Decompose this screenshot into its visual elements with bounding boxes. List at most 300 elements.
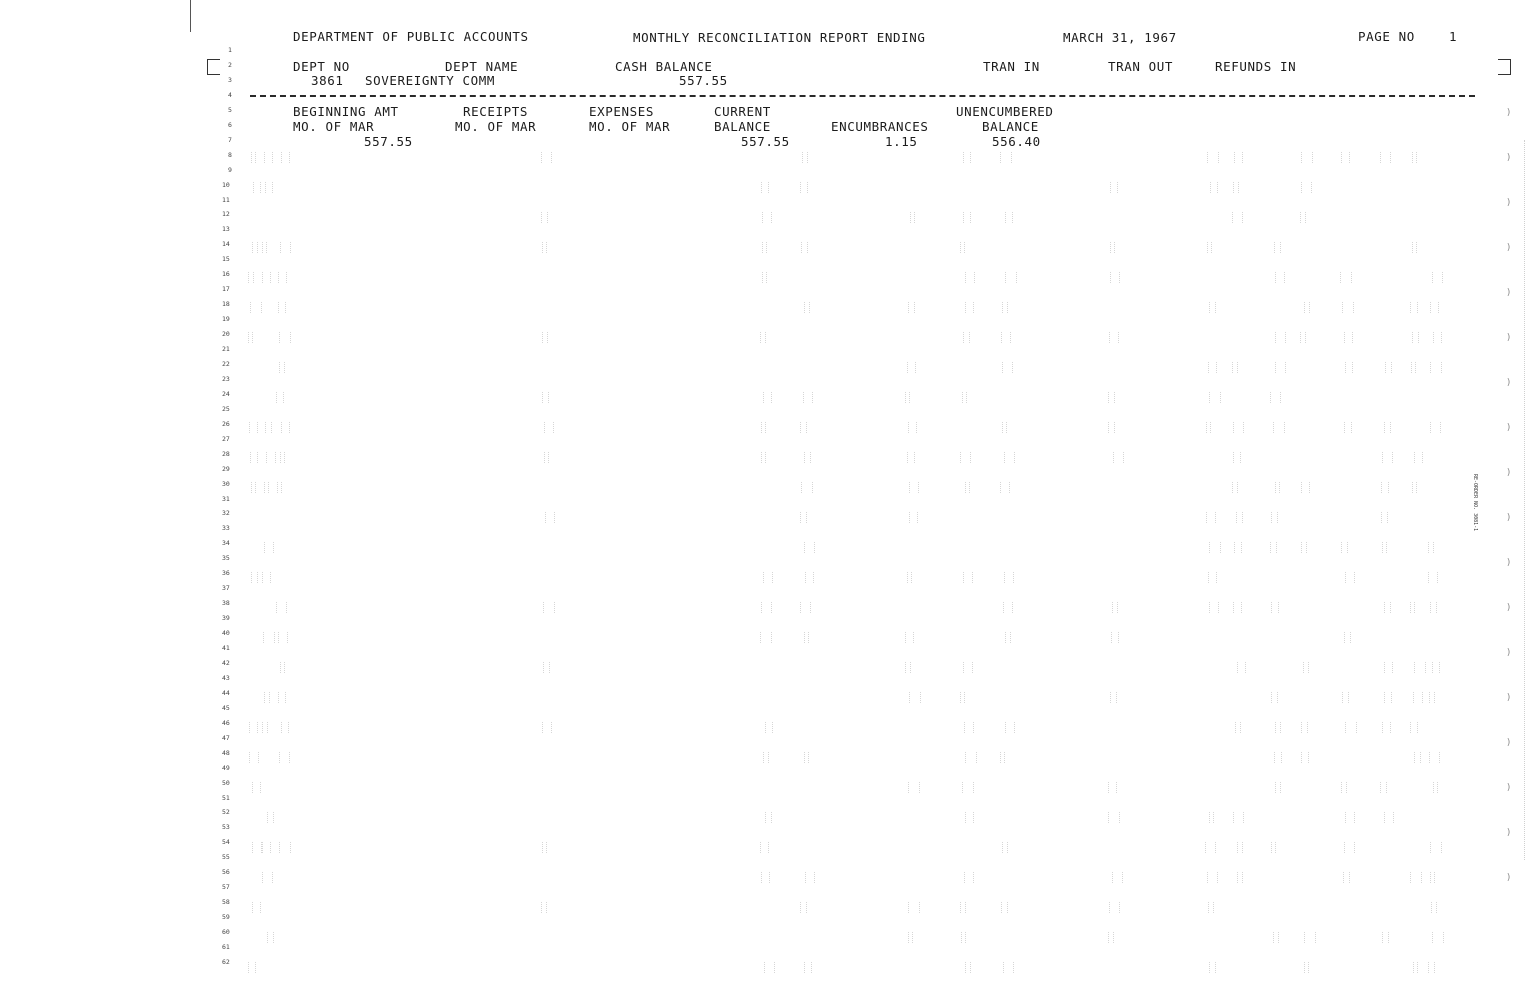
ghost-mark xyxy=(248,272,254,283)
line-number: 51 xyxy=(222,793,230,802)
ghost-mark xyxy=(264,692,270,703)
ghost-mark xyxy=(1301,722,1308,733)
line-number: 52 xyxy=(222,808,230,817)
receipts-label: RECEIPTS xyxy=(463,104,529,119)
ghost-mark xyxy=(763,752,769,763)
ghost-mark xyxy=(262,272,271,283)
ghost-mark xyxy=(1385,362,1392,373)
ghost-mark xyxy=(1300,212,1306,223)
ghost-mark xyxy=(1380,782,1387,793)
ghost-mark xyxy=(1206,422,1211,433)
encumbrances-label: ENCUMBRANCES xyxy=(831,119,929,134)
ghost-mark xyxy=(1303,662,1309,673)
ghost-mark xyxy=(1412,242,1417,253)
ghost-mark xyxy=(1108,782,1117,793)
line-number: 47 xyxy=(222,733,230,742)
ghost-mark xyxy=(265,182,273,193)
ghost-mark xyxy=(1108,392,1115,403)
line-number: 53 xyxy=(222,823,230,832)
hole-mark: ) xyxy=(1506,108,1512,118)
ghost-mark xyxy=(1003,962,1014,973)
ghost-mark xyxy=(762,242,767,253)
current-balance-value: 557.55 xyxy=(741,134,790,149)
ghost-mark xyxy=(800,902,807,913)
ghost-mark xyxy=(252,242,258,253)
line-number: 35 xyxy=(222,554,230,563)
ghost-mark xyxy=(1301,752,1309,763)
ghost-mark xyxy=(278,272,287,283)
line-number: 1 xyxy=(228,46,232,54)
ghost-mark xyxy=(1300,332,1306,343)
ghost-mark xyxy=(1110,272,1120,283)
ghost-mark xyxy=(1232,362,1238,373)
page-label: PAGE NO xyxy=(1358,29,1415,44)
line-number: 29 xyxy=(222,464,230,473)
beginning-month-label: MO. OF MAR xyxy=(293,119,375,134)
expenses-month-label: MO. OF MAR xyxy=(589,119,671,134)
ghost-mark xyxy=(800,422,807,433)
line-number: 2 xyxy=(228,60,232,69)
line-number: 50 xyxy=(222,778,230,787)
ghost-mark xyxy=(543,662,550,673)
line-number: 59 xyxy=(222,913,230,922)
ghost-mark xyxy=(1301,482,1310,493)
ghost-mark xyxy=(1205,842,1216,853)
ghost-mark xyxy=(1209,302,1216,313)
ghost-mark xyxy=(1384,602,1391,613)
ghost-mark xyxy=(804,962,812,973)
line-number: 26 xyxy=(222,419,230,428)
ghost-mark xyxy=(1345,362,1353,373)
ghost-mark xyxy=(1000,152,1012,163)
ghost-mark xyxy=(1206,512,1216,523)
ghost-mark xyxy=(1275,362,1286,373)
ghost-mark xyxy=(1273,422,1285,433)
ghost-mark xyxy=(909,692,921,703)
ghost-mark xyxy=(1345,572,1355,583)
ghost-mark xyxy=(279,752,290,763)
ghost-mark xyxy=(279,362,285,373)
dept-name-label: DEPT NAME xyxy=(445,59,519,74)
ghost-mark xyxy=(1274,752,1282,763)
ghost-mark xyxy=(1301,542,1307,553)
ghost-mark xyxy=(1428,542,1434,553)
ghost-mark xyxy=(761,872,770,883)
ghost-mark xyxy=(805,572,814,583)
ghost-mark xyxy=(1381,512,1388,523)
side-note: RE-ORDER NO. 3081-1 xyxy=(1472,474,1478,532)
ghost-mark xyxy=(1341,782,1347,793)
ghost-mark xyxy=(1413,962,1418,973)
ghost-mark xyxy=(1410,602,1415,613)
ghost-mark xyxy=(1232,482,1238,493)
ghost-mark xyxy=(1208,572,1217,583)
line-number: 16 xyxy=(222,270,230,279)
ghost-mark xyxy=(1275,272,1285,283)
hole-mark: ) xyxy=(1506,198,1512,208)
ghost-mark xyxy=(1414,752,1421,763)
ghost-mark xyxy=(963,662,973,673)
ghost-mark xyxy=(544,452,549,463)
line-number: 15 xyxy=(222,255,230,264)
ghost-mark xyxy=(1433,332,1442,343)
ghost-mark xyxy=(800,602,811,613)
ghost-mark xyxy=(1001,332,1011,343)
ghost-mark xyxy=(965,752,977,763)
ghost-mark xyxy=(1275,782,1281,793)
ghost-mark xyxy=(761,422,766,433)
line-number: 57 xyxy=(222,883,230,892)
hole-mark: ) xyxy=(1506,603,1512,613)
line-number: 48 xyxy=(222,748,230,757)
ghost-mark xyxy=(263,632,275,643)
ghost-mark xyxy=(1428,572,1438,583)
ghost-mark xyxy=(1110,242,1115,253)
ghost-mark xyxy=(278,632,288,643)
ghost-mark xyxy=(1384,812,1394,823)
line-number: 58 xyxy=(222,898,230,907)
ghost-mark xyxy=(281,152,290,163)
ghost-mark xyxy=(1001,902,1008,913)
ghost-mark xyxy=(909,482,919,493)
ghost-mark xyxy=(544,422,554,433)
ghost-mark xyxy=(962,392,967,403)
ghost-mark xyxy=(1304,302,1310,313)
line-number: 32 xyxy=(222,509,230,518)
ghost-mark xyxy=(252,842,262,853)
line-number: 61 xyxy=(222,943,230,951)
hole-mark: ) xyxy=(1506,423,1512,433)
ghost-mark xyxy=(1002,362,1013,373)
line-number: 49 xyxy=(222,763,230,772)
page-number: 1 xyxy=(1449,29,1458,44)
hole-mark: ) xyxy=(1506,873,1512,883)
tran-in-label: TRAN IN xyxy=(983,59,1040,74)
beginning-amt-value: 557.55 xyxy=(364,134,413,149)
ghost-mark xyxy=(541,152,552,163)
ghost-mark xyxy=(1382,452,1393,463)
ghost-mark xyxy=(542,722,552,733)
line-number: 12 xyxy=(222,210,230,219)
hole-mark: ) xyxy=(1506,783,1512,793)
left-form-bracket xyxy=(207,59,220,75)
ghost-mark xyxy=(1344,332,1353,343)
unencumbered-balance-value: 556.40 xyxy=(992,134,1041,149)
ghost-mark xyxy=(1005,212,1013,223)
ghost-mark xyxy=(280,662,285,673)
ghost-mark xyxy=(908,422,917,433)
ghost-mark xyxy=(963,332,970,343)
line-number: 56 xyxy=(222,868,230,877)
ghost-mark xyxy=(1233,452,1241,463)
ghost-mark xyxy=(1274,242,1281,253)
ghost-mark xyxy=(1109,332,1119,343)
line-number: 43 xyxy=(222,673,230,682)
line-number: 54 xyxy=(222,838,230,847)
ghost-mark xyxy=(965,812,974,823)
line-number: 18 xyxy=(222,300,230,309)
line-number: 40 xyxy=(222,629,230,638)
line-number: 30 xyxy=(222,479,230,488)
ghost-mark xyxy=(252,782,261,793)
line-number: 6 xyxy=(228,120,232,129)
ghost-mark xyxy=(761,182,769,193)
hole-mark: ) xyxy=(1506,243,1512,253)
ghost-mark xyxy=(541,212,548,223)
line-number: 31 xyxy=(222,494,230,503)
ghost-mark xyxy=(1343,872,1350,883)
ghost-mark xyxy=(1275,482,1280,493)
ghost-mark xyxy=(1232,212,1243,223)
line-number: 7 xyxy=(228,135,232,144)
ghost-mark xyxy=(542,332,548,343)
line-number: 55 xyxy=(222,853,230,862)
ghost-mark xyxy=(1432,662,1440,673)
ghost-mark xyxy=(1233,602,1242,613)
ghost-mark xyxy=(762,212,772,223)
hole-mark: ) xyxy=(1506,288,1512,298)
ghost-mark xyxy=(1380,152,1391,163)
ghost-mark xyxy=(963,212,971,223)
ghost-mark xyxy=(1271,692,1278,703)
encumbrances-value: 1.15 xyxy=(885,134,918,149)
ghost-mark xyxy=(248,962,256,973)
ghost-mark xyxy=(251,572,258,583)
ghost-mark xyxy=(804,632,809,643)
ghost-mark xyxy=(1109,902,1120,913)
current-balance-label: BALANCE xyxy=(714,119,771,134)
ghost-mark xyxy=(281,722,289,733)
ghost-mark xyxy=(251,152,256,163)
ghost-mark xyxy=(267,812,274,823)
ghost-mark xyxy=(1414,452,1423,463)
ghost-mark xyxy=(1429,692,1435,703)
ghost-mark xyxy=(1002,842,1008,853)
ghost-mark xyxy=(262,722,268,733)
line-number: 21 xyxy=(222,345,230,353)
ghost-mark xyxy=(762,272,767,283)
ghost-mark xyxy=(1301,152,1313,163)
line-number: 45 xyxy=(222,703,230,712)
ghost-mark xyxy=(1236,512,1243,523)
ghost-mark xyxy=(262,242,267,253)
ghost-mark xyxy=(801,242,808,253)
ghost-mark xyxy=(1235,722,1241,733)
ghost-mark xyxy=(1412,332,1419,343)
ghost-mark xyxy=(1430,872,1435,883)
ghost-mark xyxy=(1237,872,1243,883)
ghost-mark xyxy=(1412,152,1417,163)
ghost-mark xyxy=(276,392,284,403)
ghost-mark xyxy=(1005,722,1015,733)
ghost-mark xyxy=(765,722,773,733)
ghost-mark xyxy=(278,692,286,703)
expenses-label: EXPENSES xyxy=(589,104,655,119)
ghost-mark xyxy=(1273,932,1279,943)
line-number: 36 xyxy=(222,569,230,578)
ghost-mark xyxy=(760,632,772,643)
ghost-mark xyxy=(960,452,971,463)
ghost-mark xyxy=(1000,482,1010,493)
ghost-mark xyxy=(1411,362,1416,373)
ghost-mark xyxy=(279,842,291,853)
ghost-mark xyxy=(1209,602,1219,613)
ghost-mark xyxy=(908,782,920,793)
line-number: 5 xyxy=(228,105,232,114)
ghost-mark xyxy=(1108,932,1114,943)
ghost-mark xyxy=(804,452,811,463)
receipts-month-label: MO. OF MAR xyxy=(455,119,537,134)
beginning-amt-label: BEGINNING AMT xyxy=(293,104,399,119)
line-number: 14 xyxy=(222,240,230,249)
ghost-mark xyxy=(262,572,271,583)
line-number: 44 xyxy=(222,688,230,697)
ghost-mark xyxy=(262,872,273,883)
ghost-mark xyxy=(1342,302,1354,313)
ghost-mark xyxy=(1384,422,1391,433)
ghost-mark xyxy=(1412,482,1417,493)
ghost-mark xyxy=(1275,332,1286,343)
hole-mark: ) xyxy=(1506,378,1512,388)
ghost-mark xyxy=(542,242,547,253)
ghost-mark xyxy=(760,332,766,343)
ghost-mark xyxy=(545,512,555,523)
ghost-mark xyxy=(1430,842,1442,853)
line-number: 41 xyxy=(222,644,230,652)
ghost-mark xyxy=(1108,422,1115,433)
refunds-in-label: REFUNDS IN xyxy=(1215,59,1297,74)
line-number: 62 xyxy=(222,957,230,966)
margin-rule xyxy=(190,0,191,32)
ghost-mark xyxy=(278,302,286,313)
report-title: MONTHLY RECONCILIATION REPORT ENDING xyxy=(633,30,926,45)
ghost-mark xyxy=(1270,542,1277,553)
line-number: 28 xyxy=(222,449,230,458)
ghost-mark xyxy=(960,692,965,703)
ghost-mark xyxy=(1112,872,1123,883)
line-number: 37 xyxy=(222,584,230,593)
ghost-mark xyxy=(281,422,290,433)
ghost-mark xyxy=(249,422,258,433)
hole-mark: ) xyxy=(1506,738,1512,748)
ghost-mark xyxy=(1384,662,1393,673)
ghost-mark xyxy=(965,482,970,493)
ghost-mark xyxy=(1344,632,1351,643)
line-number: 27 xyxy=(222,434,230,443)
line-number: 34 xyxy=(222,539,230,548)
ghost-mark xyxy=(1271,842,1276,853)
ghost-mark xyxy=(1207,242,1212,253)
ghost-mark xyxy=(1210,182,1218,193)
ghost-mark xyxy=(907,362,916,373)
ghost-mark xyxy=(1004,572,1014,583)
ghost-mark xyxy=(1344,842,1355,853)
ghost-mark xyxy=(963,152,971,163)
ghost-mark xyxy=(1002,422,1007,433)
ghost-mark xyxy=(1430,302,1439,313)
ghost-mark xyxy=(249,722,258,733)
hole-mark: ) xyxy=(1506,828,1512,838)
ghost-mark xyxy=(962,782,974,793)
tran-out-label: TRAN OUT xyxy=(1108,59,1174,74)
ghost-mark xyxy=(1382,722,1391,733)
ghost-mark xyxy=(1111,632,1119,643)
ghost-mark xyxy=(961,932,966,943)
ghost-mark xyxy=(1271,512,1278,523)
ghost-mark xyxy=(280,242,291,253)
line-number: 25 xyxy=(222,404,230,413)
ghost-mark xyxy=(908,932,913,943)
ghost-mark xyxy=(905,632,914,643)
ghost-mark xyxy=(963,572,973,583)
ghost-mark xyxy=(965,302,974,313)
ghost-mark xyxy=(804,302,810,313)
ghost-mark xyxy=(1382,542,1387,553)
line-number: 20 xyxy=(222,330,230,339)
ghost-mark xyxy=(804,542,815,553)
ghost-mark xyxy=(1237,662,1246,673)
ghost-mark xyxy=(1414,662,1426,673)
ghost-mark xyxy=(1234,542,1242,553)
ghost-mark xyxy=(264,152,273,163)
ghost-mark xyxy=(908,902,920,913)
ghost-mark xyxy=(1110,182,1118,193)
hole-mark: ) xyxy=(1506,558,1512,568)
right-form-bracket xyxy=(1498,59,1511,75)
ghost-mark xyxy=(765,812,772,823)
line-number: 60 xyxy=(222,928,230,937)
ghost-mark xyxy=(1342,692,1349,703)
ghost-mark xyxy=(1233,422,1244,433)
line-number: 22 xyxy=(222,359,230,368)
header-separator xyxy=(250,95,1475,97)
ghost-mark xyxy=(1304,932,1316,943)
ghost-mark xyxy=(1275,722,1281,733)
ghost-mark xyxy=(960,902,966,913)
ghost-mark xyxy=(1233,182,1239,193)
line-number: 38 xyxy=(222,599,230,608)
ghost-mark xyxy=(802,152,808,163)
ghost-mark xyxy=(264,482,269,493)
ghost-mark xyxy=(249,752,259,763)
line-number: 46 xyxy=(222,718,230,727)
ghost-mark xyxy=(1207,872,1218,883)
ghost-mark xyxy=(1110,692,1117,703)
ghost-mark xyxy=(1002,302,1008,313)
ghost-mark xyxy=(541,902,547,913)
ghost-mark xyxy=(910,212,915,223)
ghost-mark xyxy=(1270,392,1281,403)
ghost-mark xyxy=(1344,422,1352,433)
ghost-mark xyxy=(761,452,766,463)
ghost-mark xyxy=(1384,692,1392,703)
ghost-mark xyxy=(763,392,772,403)
ghost-mark xyxy=(253,182,261,193)
ghost-mark xyxy=(803,392,813,403)
line-number: 19 xyxy=(222,315,230,324)
line-number: 11 xyxy=(222,195,230,204)
ghost-mark xyxy=(1382,932,1389,943)
ghost-mark xyxy=(1000,752,1005,763)
line-number: 23 xyxy=(222,374,230,383)
ghost-mark xyxy=(250,302,262,313)
ghost-mark xyxy=(542,392,549,403)
ghost-mark xyxy=(1341,152,1350,163)
ghost-mark xyxy=(1113,452,1124,463)
line-number: 42 xyxy=(222,658,230,667)
edge-rule xyxy=(1524,140,1526,860)
ghost-mark xyxy=(279,332,291,343)
